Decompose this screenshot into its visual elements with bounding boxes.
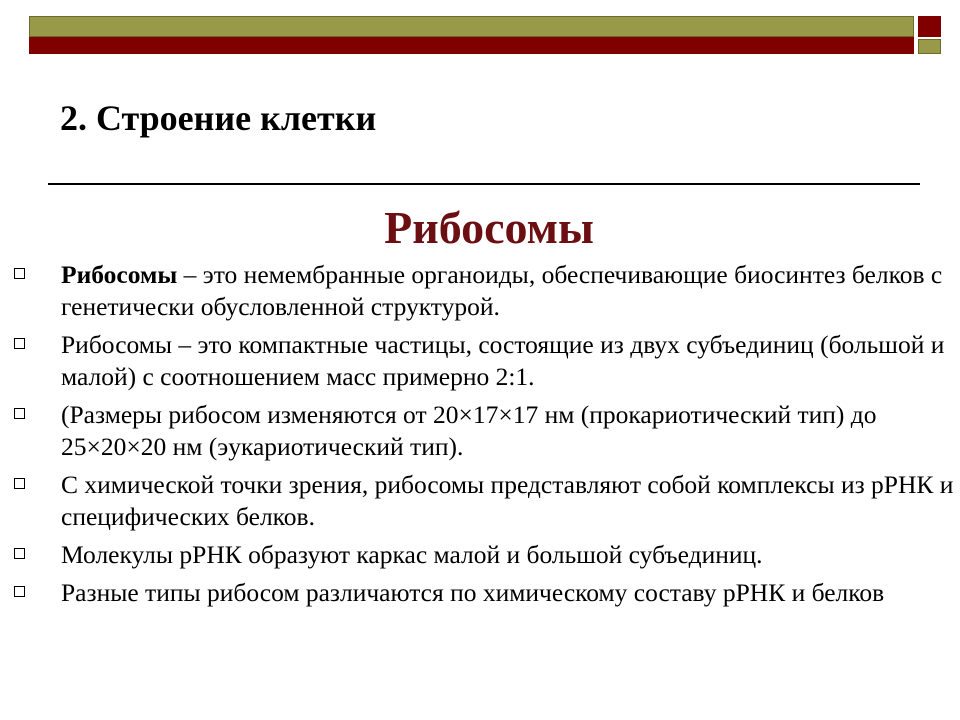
hollow-square-bullet-icon [14, 548, 25, 559]
hollow-square-bullet-icon [14, 478, 25, 489]
bullet-text: – это немембранные органоиды, обеспечивающие биосинтез белков с генетически обусловленной структурой. [61, 260, 943, 321]
bullet-item [14, 577, 954, 609]
hollow-square-bullet-icon [14, 408, 25, 419]
bullet-item [14, 329, 954, 393]
header-square-olive [918, 39, 941, 54]
slide-heading: Рибосомы [384, 202, 594, 253]
hollow-square-bullet-icon [14, 268, 25, 279]
hollow-square-bullet-icon [14, 338, 25, 349]
bullet-text: Рибосомы – это компактные частицы, состоящие из двух субъединиц (большой и малой) с соотношением масс примерно 2:1. [61, 330, 945, 391]
header-bar-olive [29, 16, 914, 37]
slide-title: 2. Строение клетки [60, 98, 377, 138]
bullet-text: (Размеры рибосом изменяются от 20×17×17 нм (прокариотический тип) до 25×20×20 нм (эукариотический тип). [61, 400, 877, 461]
bullet-term: Рибосомы [61, 260, 178, 289]
bullet-list [14, 259, 954, 615]
bullet-text: Разные типы рибосом различаются по химическому составу рРНК и белков [61, 578, 885, 607]
hollow-square-bullet-icon [14, 586, 25, 597]
bullet-text: С химической точки зрения, рибосомы представляют собой комплексы из рРНК и специфических белков. [61, 470, 954, 531]
bullet-text: Молекулы рРНК образуют каркас малой и большой субъединиц. [61, 540, 763, 569]
bullet-item [14, 539, 954, 571]
header-square-maroon [918, 16, 941, 37]
header-bar-maroon [29, 37, 914, 54]
title-divider [48, 183, 920, 185]
bullet-item [14, 399, 954, 463]
bullet-item [14, 469, 954, 533]
bullet-item [14, 259, 954, 323]
